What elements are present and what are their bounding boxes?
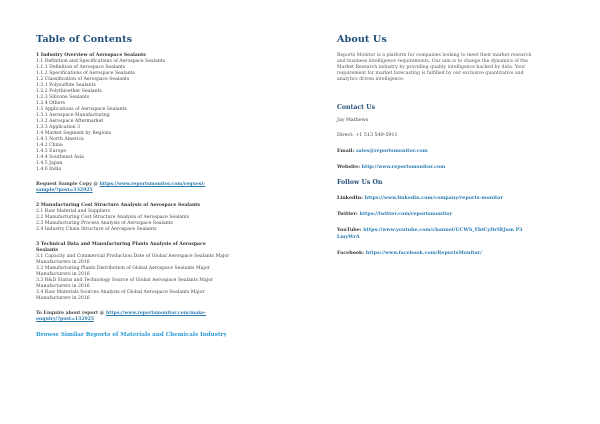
contact-name: Jay Mathews xyxy=(337,118,369,123)
toc-item: 1.1.2 Specifications of Aerospace Sealants xyxy=(36,71,135,76)
youtube-link-cont[interactable]: LmyWrA xyxy=(337,234,360,240)
request-sample-link[interactable]: https://www.reportsmonitor.com/request- xyxy=(99,182,206,187)
request-sample-link-cont[interactable]: sample/?post=132925 xyxy=(36,188,93,193)
toc-item: Manufacturers in 2016 xyxy=(36,272,90,277)
facebook-label: Facebook: xyxy=(337,250,366,256)
toc-item: 1.3.3 Application 3 xyxy=(36,125,81,130)
about-text xyxy=(337,53,565,83)
facebook-link[interactable]: https://www.facebook.com/ReportsMonitor/ xyxy=(365,250,482,256)
toc-item: Manufacturers in 2016 xyxy=(36,284,90,289)
toc-item: 1.1.1 Definition of Aerospace Sealants xyxy=(36,65,126,70)
youtube-link[interactable]: https://www.youtube.com/channel/UCWS_FbtCyDrIRJum P3 xyxy=(363,227,523,233)
about-text-line: analytics driven intelligence. xyxy=(337,77,405,82)
twitter-label: Twitter: xyxy=(337,211,360,217)
twitter-line xyxy=(337,211,565,218)
enquire-label: To Enquire about report @ xyxy=(36,311,106,316)
enquire-line-2 xyxy=(36,317,266,323)
browse-similar-reports-link[interactable]: Browse Similar Reports of Materials and Chemicals Industry xyxy=(36,332,227,338)
enquire-link[interactable]: https://www.reportsmonitor.com/make- xyxy=(105,311,207,316)
toc-item: 3.1 Capacity and Commercial Production Date of Global Aerospace Sealants Major xyxy=(36,254,230,259)
linkedin-label: LinkedIn: xyxy=(337,195,365,201)
toc-item: 3.2 Manufacturing Plants Distribution of Global Aerospace Sealants Major xyxy=(36,266,210,271)
toc-item: 1.4.5 Japan xyxy=(36,161,63,166)
youtube-line xyxy=(337,227,565,234)
request-sample-label: Request Sample Copy @ xyxy=(36,182,100,187)
toc-item: 3.4 Raw Materials Sources Analysis of Global Aerospace Sealants Major xyxy=(36,290,205,295)
toc-item: 1.3.1 Aerospace Manufacturing xyxy=(36,113,110,118)
toc-item: 1.4 Market Segment by Regions xyxy=(36,131,112,136)
email-line xyxy=(337,148,565,155)
toc-item: 2.1 Raw Material and Suppliers xyxy=(36,209,111,214)
toc-item: 1.3 Applications of Aerospace Sealants xyxy=(36,107,127,112)
toc-item: 1.4.4 Southeast Asia xyxy=(36,155,84,160)
youtube-line-2 xyxy=(337,234,565,241)
toc-item: 1.2.1 Polysulfide Sealants xyxy=(36,83,96,88)
about-text-line: Reports Monitor is a platform for companies looking to meet their market research xyxy=(337,53,532,58)
toc-item: 3.3 R&D Status and Technology Source of Global Aerospace Sealants Major xyxy=(36,278,214,283)
email-link[interactable]: sales@reportsmonitor.com xyxy=(355,148,428,154)
website-label: Website: xyxy=(337,164,362,170)
toc-item: 1.4.2 China xyxy=(36,143,63,148)
youtube-label: YouTube: xyxy=(337,227,364,233)
table-of-contents-column xyxy=(36,34,266,338)
linkedin-line xyxy=(337,195,565,202)
toc-title: Table of Contents xyxy=(36,34,133,45)
toc-item: 1.4.1 North America xyxy=(36,137,84,142)
website-line xyxy=(337,164,565,171)
facebook-line xyxy=(337,250,565,257)
contact-title: Contact Us xyxy=(337,104,376,111)
direct-label: Direct: xyxy=(337,133,356,138)
twitter-link[interactable]: https://twitter.com/reportsmonitor xyxy=(359,211,453,217)
toc-item: 1.4.3 Europe xyxy=(36,149,67,154)
about-column xyxy=(337,34,565,257)
toc-item: Manufacturers in 2016 xyxy=(36,260,90,265)
toc-section-2 xyxy=(36,203,266,233)
toc-item: 2.4 Industry Chain Structure of Aerospace Sealants xyxy=(36,227,157,232)
toc-item: 1.2.4 Others xyxy=(36,101,65,106)
email-label: Email: xyxy=(337,148,356,154)
toc-item: 1 Industry Overview of Aerospace Sealants xyxy=(36,53,146,58)
toc-item: 1.4.6 India xyxy=(36,167,62,172)
enquire-link-cont[interactable]: enquiry/?post=132925 xyxy=(36,317,95,322)
linkedin-link[interactable]: https://www.linkedin.com/company/reports-monitor xyxy=(364,195,503,201)
about-title: About Us xyxy=(337,34,387,45)
toc-item: 1.2.3 Silicone Sealants xyxy=(36,95,90,100)
toc-section-1 xyxy=(36,53,266,173)
toc-item: 2.3 Manufacturing Process Analysis of Aerospace Sealants xyxy=(36,221,173,226)
toc-item: 1.1 Definition and Specifications of Aerospace Sealants xyxy=(36,59,166,64)
toc-item: 1.2 Classification of Aerospace Sealants xyxy=(36,77,130,82)
section-3-heading: 3 Technical Data and Manufacturing Plants Analysis of Aerospace xyxy=(36,242,206,247)
follow-title: Follow Us On xyxy=(337,179,383,186)
website-link[interactable]: http://www.reportsmonitor.com xyxy=(361,164,446,170)
about-text-line: Market Research industry by providing quality intelligence backed by data. Your xyxy=(337,65,526,70)
about-text-line: requirement for market forecasting is fulfilled by our exclusive quantitative and xyxy=(337,71,524,76)
direct-value: +1 513 549-5911 xyxy=(355,133,398,138)
toc-item: Manufacturers in 2016 xyxy=(36,296,90,301)
toc-item: 1.3.2 Aerospace Aftermarket xyxy=(36,119,104,124)
toc-item: 1.2.2 Polythioether Sealants xyxy=(36,89,102,94)
section-3-heading-cont: Sealants xyxy=(36,248,58,253)
toc-section-3 xyxy=(36,254,266,302)
toc-item: 2 Manufacturing Cost Structure Analysis of Aerospace Sealants xyxy=(36,203,200,208)
about-text-line: and business intelligence requirements. Our aim is to change the dynamics of the xyxy=(337,59,528,64)
toc-item: 2.2 Manufacturing Cost Structure Analysis of Aerospace Sealants xyxy=(36,215,190,220)
